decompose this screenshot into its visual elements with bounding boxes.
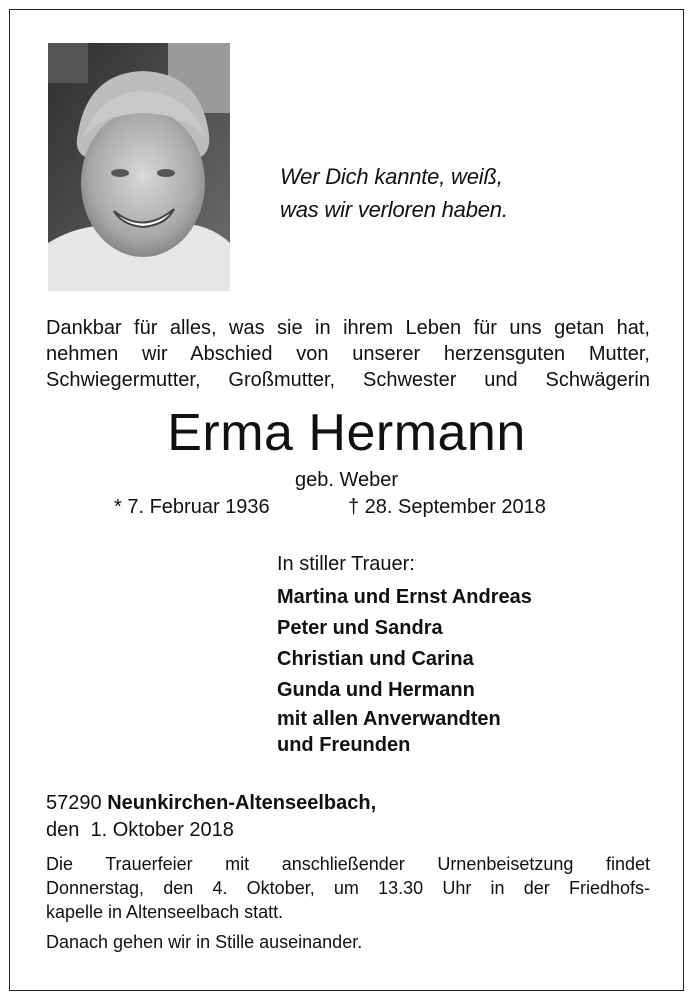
closing-line: Danach gehen wir in Stille auseinander. [46,932,363,952]
service-info [46,852,650,924]
death-date: † 28. September 2018 [348,496,546,518]
birth-date: * 7. Februar 1936 [114,496,270,518]
mourners-list [277,582,532,758]
mourner-entry: und Freunden [277,734,411,756]
notice-date: den 1. Oktober 2018 [46,819,234,841]
maiden-name: geb. Weber [294,469,399,491]
postal-code: 57290 [46,792,102,814]
deceased-name: Erma Hermann [167,404,526,462]
quote-line: Wer Dich kannte, weiß, [280,164,503,189]
obituary-notice [9,9,684,991]
intro-line: Dankbar für alles, was sie in ihrem Leben für uns getan hat, [46,317,650,339]
intro-line: Schwiegermutter, Großmutter, Schwester und Schwägerin [46,369,650,391]
mourner-entry: Peter und Sandra [277,617,443,639]
quote-line: was wir verloren haben. [280,197,508,222]
portrait-photo [48,43,230,291]
mourners-title: In stiller Trauer: [277,553,415,575]
portrait-illustration [48,43,230,291]
memorial-quote [280,160,508,226]
intro-text [46,315,650,393]
mourner-entry: mit allen Anverwandten [277,708,501,730]
service-line: Donnerstag, den 4. Oktober, um 13.30 Uhr in der Friedhofs- [46,878,650,898]
service-line: Die Trauerfeier mit anschließender Urnenbeisetzung findet [46,854,650,874]
service-line: kapelle in Altenseelbach statt. [46,902,284,922]
location-line [46,792,376,815]
mourner-entry: Martina und Ernst Andreas [277,586,532,608]
city-name: Neunkirchen-Altenseelbach, [107,792,377,814]
intro-line: nehmen wir Abschied von unserer herzensguten Mutter, [46,343,650,365]
mourner-entry: Christian und Carina [277,648,474,670]
mourner-entry: Gunda und Hermann [277,679,475,701]
